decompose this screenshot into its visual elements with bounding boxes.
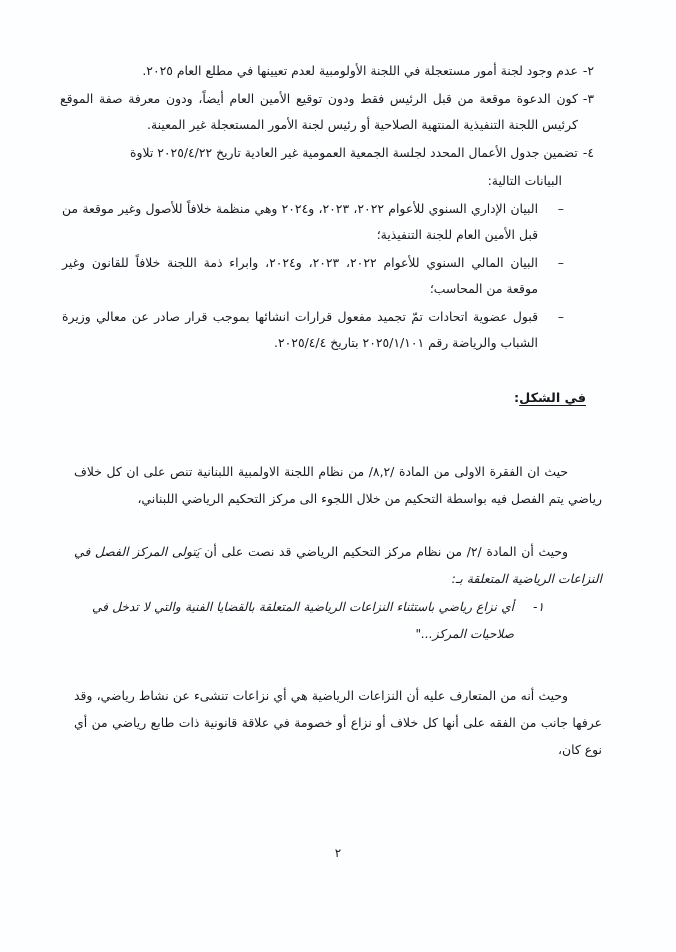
dash-item-text: البيان الإداري السنوي للأعوام ٢٠٢٢، ٢٠٢٣، و٢٠٢٤ وهي منظمة خلافاً للأصول وغير موقعة من قبل الأمين العام للجنة التنفيذية؛	[62, 201, 539, 242]
dash-item-text: البيان المالي السنوي للأعوام ٢٠٢٢، ٢٠٢٣، و٢٠٢٤، وابراء ذمة اللجنة خلافاً للقانون وغير موقعة من المحاسب؛	[62, 255, 538, 296]
quoted-item-number: ١-	[533, 600, 544, 614]
clause-number: ٣-	[582, 91, 594, 106]
paragraph-quoted-italic: يَتولى المركز الفصل في النزاعات الرياضية المتعلقة بـ:	[74, 544, 602, 586]
clause-text: عدم وجود لجنة أمور مستعجلة في اللجنة الأولومبية لعدم تعيينها في مطلع العام ٢٠٢٥.	[142, 63, 578, 78]
dash-bullet-icon: –	[557, 255, 564, 270]
clause-text: تضمين جدول الأعمال المحدد لجلسة الجمعية العمومية غير العادية تاريخ ٢٠٢٥/٤/٢٢ تلاوة	[129, 145, 578, 160]
dash-item-membership-acceptance	[52, 304, 624, 356]
dash-item-financial-report	[52, 250, 624, 302]
spacer	[52, 412, 624, 432]
dash-item-administrative-report	[52, 196, 624, 248]
sub-list-intro: البيانات التالية:	[487, 173, 562, 188]
paragraph-definition-disputes: وحيث أنه من المتعارف عليه أن النزاعات الرياضية هي أي نزاعات تنشىء عن نشاط رياضي، وقد عرفها جانب من الفقه على أنها كل خلاف أو نزاع أو خصومة في علاقة قانونية ذات طابع رياضي من أي نوع كان،	[74, 688, 602, 757]
quoted-item-1	[74, 594, 602, 648]
dash-bullet-icon: –	[557, 309, 564, 324]
clause-item-2	[52, 58, 624, 84]
spacer	[52, 648, 624, 658]
page-number: ٢	[334, 846, 342, 860]
paragraph-lead-text: وحيث أن المادة /٢/ من نظام مركز التحكيم الرياضي قد نصت على أن	[199, 544, 569, 559]
quoted-item-text: أي نزاع رياضي باستثناء النزاعات الرياضية المتعلقة بالقضايا الفنية والتي لا تدخل في صلاحيات المركز..."	[92, 600, 514, 641]
clause-number: ٢-	[582, 63, 594, 78]
dash-bullet-icon: –	[557, 201, 564, 216]
section-heading-colon: :	[514, 391, 520, 406]
clause-item-3	[52, 86, 624, 138]
section-heading-form	[52, 386, 586, 412]
clause-text: كون الدعوة موقعة من قبل الرئيس فقط ودون توقيع الأمين العام أيضاً، ودون معرفة صفة الموقع كرئيس اللجنة التنفيذية المنتهية الصلاحية أو رئيس لجنة الأمور المستعجلة غير المعينة.	[60, 91, 578, 132]
document-body	[52, 58, 624, 763]
dash-item-text: قبول عضوية اتحادات تمّ تجميد مفعول قرارات انشائها بموجب قرار صادر عن معالي وزيرة الشباب والرياضة رقم ٢٠٢٥/١/١٠١ بتاريخ ٢٠٢٥/٤/٤.	[62, 309, 538, 350]
paragraph-article-2-lead	[74, 538, 602, 592]
quoted-sub-list	[74, 594, 602, 648]
clause-item-4	[52, 140, 624, 166]
paragraph-article-8-2: حيث ان الفقرة الاولى من المادة /٨,٢/ من نظام اللجنة الاولمبية اللبنانية تنص على ان كل خلاف رياضي يتم الفصل فيه بواسطة التحكيم من خلال اللجوء الى مركز التحكيم الرياضي اللبناني،	[74, 464, 602, 506]
dash-bullet-list	[52, 196, 624, 356]
section-heading-label: في الشكل	[519, 391, 586, 406]
clause-number: ٤-	[582, 145, 594, 160]
numbered-clause-list	[52, 58, 624, 166]
